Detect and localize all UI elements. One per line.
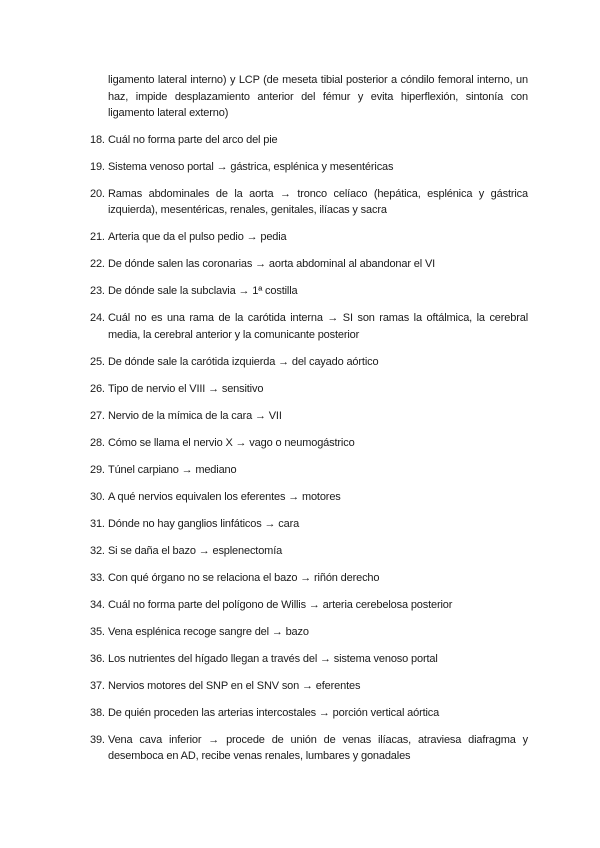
continuation-paragraph: ligamento lateral interno) y LCP (de meseta tibial posterior a cóndilo femoral interno, un haz, impide desplazamiento anterior del fémur y evita hiperflexión, sintonía con ligamento lateral externo) [108, 74, 528, 119]
item-text: Sistema venoso portal → gástrica, esplénica y mesentéricas [108, 160, 394, 173]
item-number: 25. [90, 355, 105, 368]
item-number: 38. [90, 706, 105, 719]
list-item [90, 310, 528, 343]
item-number: 26. [90, 382, 105, 395]
item-text: Túnel carpiano → mediano [108, 463, 237, 476]
item-text: Vena cava inferior → procede de unión de venas ilíacas, atraviesa diafragma y desemboca en AD, recibe venas renales, lumbares y gonadales [108, 733, 528, 762]
question-list [90, 132, 528, 765]
item-number: 35. [90, 625, 105, 638]
item-number: 28. [90, 436, 105, 449]
list-item [90, 381, 528, 398]
item-number: 39. [90, 733, 105, 746]
item-text: Los nutrientes del hígado llegan a través del → sistema venoso portal [108, 652, 438, 665]
item-number: 30. [90, 490, 105, 503]
list-item [90, 732, 528, 765]
item-number: 24. [90, 312, 105, 324]
item-number: 18. [90, 133, 105, 146]
item-text: Ramas abdominales de la aorta → tronco celíaco (hepática, esplénica y gástrica izquierda), mesentéricas, renales, genitales, ilíacas y sacra [108, 187, 528, 216]
item-text: Con qué órgano no se relaciona el bazo → riñón derecho [108, 571, 380, 584]
item-text: Cuál no es una rama de la carótida interna → SI son ramas la oftálmica, la cerebral media, la cerebral anterior y la comunicante posterior [108, 312, 528, 341]
item-number: 27. [90, 409, 105, 422]
item-text: Dónde no hay ganglios linfáticos → cara [108, 517, 300, 530]
item-number: 20. [90, 187, 105, 200]
item-text: De dónde sale la subclavia → 1ª costilla [108, 285, 298, 297]
item-text: Tipo de nervio el VIII → sensitivo [108, 382, 264, 395]
list-item [90, 543, 528, 560]
list-item [90, 489, 528, 506]
item-text: Nervio de la mímica de la cara → VII [108, 409, 282, 422]
item-text: De dónde sale la carótida izquierda → del cayado aórtico [108, 355, 379, 368]
item-number: 23. [90, 285, 105, 297]
item-text: A qué nervios equivalen los eferentes → motores [108, 490, 341, 503]
list-item [90, 678, 528, 695]
list-item [90, 651, 528, 668]
item-number: 33. [90, 571, 105, 584]
list-item [90, 516, 528, 533]
list-item [90, 570, 528, 587]
item-text: Si se daña el bazo → esplenectomía [108, 544, 283, 557]
list-item [90, 354, 528, 371]
item-number: 22. [90, 258, 105, 270]
item-number: 36. [90, 652, 105, 665]
list-item [90, 624, 528, 641]
list-item [90, 408, 528, 425]
item-number: 37. [90, 679, 105, 692]
document-body [90, 72, 528, 775]
item-text: Arteria que da el pulso pedio → pedia [108, 231, 287, 243]
item-number: 32. [90, 544, 105, 557]
list-item [90, 283, 528, 300]
list-item [90, 132, 528, 149]
list-item [90, 229, 528, 246]
list-item [90, 705, 528, 722]
item-number: 19. [90, 160, 105, 173]
item-text: De dónde salen las coronarias → aorta abdominal al abandonar el VI [108, 258, 436, 270]
list-item [90, 462, 528, 479]
item-number: 29. [90, 463, 105, 476]
item-text: Cómo se llama el nervio X → vago o neumogástrico [108, 436, 355, 449]
list-item [90, 159, 528, 176]
list-item [90, 256, 528, 273]
item-text: Nervios motores del SNP en el SNV son → eferentes [108, 679, 361, 692]
list-item [90, 597, 528, 614]
item-number: 21. [90, 231, 105, 243]
item-text: Vena esplénica recoge sangre del → bazo [108, 625, 309, 638]
item-text: Cuál no forma parte del arco del pie [108, 133, 278, 146]
list-item [90, 186, 528, 219]
item-number: 34. [90, 598, 105, 611]
item-number: 31. [90, 517, 105, 530]
item-text: Cuál no forma parte del polígono de Willis → arteria cerebelosa posterior [108, 598, 453, 611]
list-item [90, 435, 528, 452]
item-text: De quién proceden las arterias intercostales → porción vertical aórtica [108, 706, 440, 719]
